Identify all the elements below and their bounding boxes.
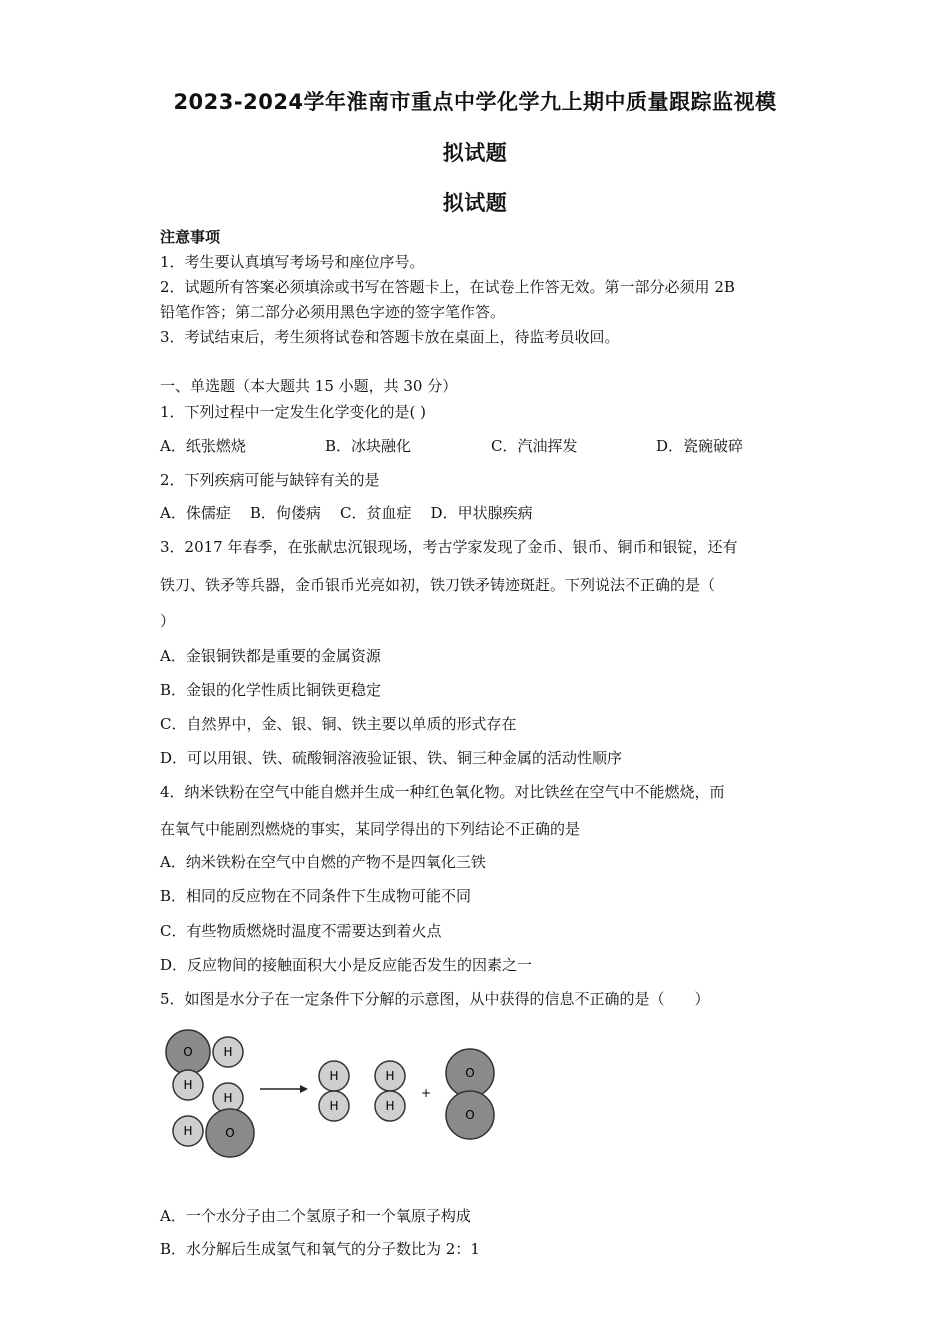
- notice-item-1: 1．考生要认真填写考场号和座位序号。: [160, 253, 425, 271]
- atom-o-label: O: [465, 1066, 475, 1080]
- atom-h-label: H: [329, 1099, 339, 1113]
- atom-o-label: O: [183, 1045, 193, 1059]
- q2-options: A．侏儒症 B．佝偻病 C．贫血症 D．甲状腺疾病: [160, 504, 533, 522]
- q1-option-b: B．冰块融化: [325, 437, 412, 455]
- q1-option-c: C．汽油挥发: [491, 437, 578, 455]
- atom-h-label: H: [385, 1099, 395, 1113]
- q2-stem: 2．下列疾病可能与缺锌有关的是: [160, 471, 380, 489]
- atom-h-label: H: [183, 1078, 193, 1092]
- atom-o-label: O: [465, 1108, 475, 1122]
- notice-item-2: 2．试题所有答案必须填涂或书写在答题卡上，在试卷上作答无效。第一部分必须用 2B: [160, 278, 735, 296]
- atom-o-label: O: [225, 1126, 235, 1140]
- q5-option-a: A．一个水分子由二个氢原子和一个氧原子构成: [160, 1207, 471, 1225]
- q5-stem: 5．如图是水分子在一定条件下分解的示意图，从中获得的信息不正确的是（ ）: [160, 990, 710, 1008]
- q5-option-b: B．水分解后生成氢气和氧气的分子数比为 2：1: [160, 1240, 480, 1258]
- atom-h-label: H: [223, 1045, 233, 1059]
- q1-stem: 1．下列过程中一定发生化学变化的是( ): [160, 403, 427, 421]
- q4-option-b: B．相同的反应物在不同条件下生成物可能不同: [160, 887, 472, 905]
- atom-h-label: H: [329, 1069, 339, 1083]
- q4-stem-line2: 在氧气中能剧烈燃烧的事实，某同学得出的下列结论不正确的是: [160, 820, 581, 838]
- notice-item-2-cont: 铅笔作答；第二部分必须用黑色字迹的签字笔作答。: [160, 303, 506, 321]
- section-heading: 一、单选题（本大题共 15 小题，共 30 分）: [160, 377, 458, 395]
- reaction-arrowhead: [300, 1085, 308, 1093]
- q4-option-a: A．纳米铁粉在空气中自燃的产物不是四氧化三铁: [160, 853, 486, 871]
- exam-title-line2: 拟试题: [442, 141, 508, 165]
- q3-stem-line1: 3．2017 年春季，在张献忠沉银现场，考古学家发现了金币、银币、铜币和银锭，还有: [160, 538, 738, 556]
- plus-sign: +: [420, 1086, 432, 1100]
- notice-item-3: 3．考试结束后，考生须将试卷和答题卡放在桌面上，待监考员收回。: [160, 328, 620, 346]
- q4-option-c: C．有些物质燃烧时温度不需要达到着火点: [160, 922, 442, 940]
- atom-h-label: H: [223, 1091, 233, 1105]
- q3-stem-line3: ）: [160, 612, 176, 630]
- q1-option-a: A．纸张燃烧: [160, 437, 246, 455]
- q3-option-a: A．金银铜铁都是重要的金属资源: [160, 647, 381, 665]
- q4-option-d: D．反应物间的接触面积大小是反应能否发生的因素之一: [160, 956, 533, 974]
- notice-heading: 注意事项: [160, 228, 221, 246]
- q3-option-b: B．金银的化学性质比铜铁更稳定: [160, 681, 382, 699]
- atom-h-label: H: [385, 1069, 395, 1083]
- q3-option-c: C．自然界中，金、银、铜、铁主要以单质的形式存在: [160, 715, 517, 733]
- q4-stem-line1: 4．纳米铁粉在空气中能自燃并生成一种红色氧化物。对比铁丝在空气中不能燃烧，而: [160, 783, 725, 801]
- q3-option-d: D．可以用银、铁、硫酸铜溶液验证银、铁、铜三种金属的活动性顺序: [160, 749, 623, 767]
- water-decomposition-diagram: [160, 1025, 520, 1165]
- atom-h-label: H: [183, 1124, 193, 1138]
- exam-title-line1: 2023-2024学年淮南市重点中学化学九上期中质量跟踪监视模: [173, 90, 777, 114]
- exam-title-line3: 拟试题: [442, 191, 508, 215]
- q3-stem-line2: 铁刀、铁矛等兵器，金币银币光亮如初，铁刀铁矛铸迹斑赶。下列说法不正确的是（: [160, 576, 716, 594]
- q1-option-d: D．瓷碗破碎: [656, 437, 744, 455]
